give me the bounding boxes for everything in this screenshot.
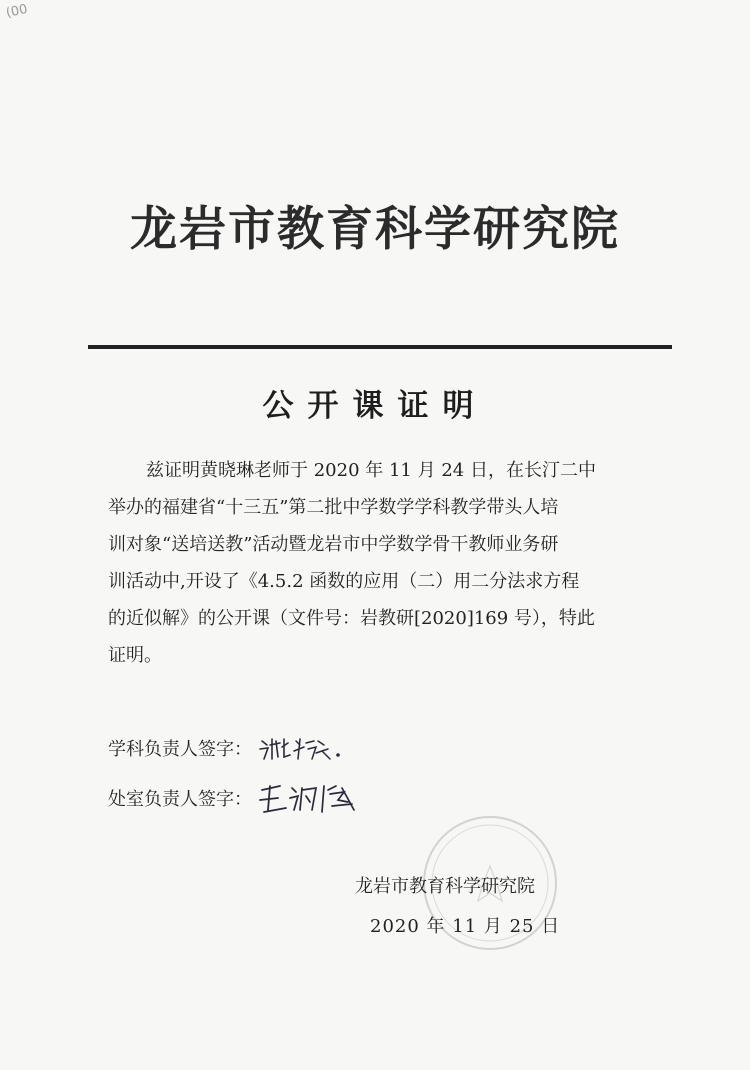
body-line: 的近似解》的公开课（文件号：岩教研[2020]169 号），特此 (108, 608, 595, 629)
organization-header: 龙岩市教育科学研究院 (130, 202, 620, 257)
body-line: 证明。 (108, 645, 162, 666)
document-title: 公开课证明 (262, 388, 488, 424)
subject-signature-row (108, 733, 348, 763)
office-signature-row (108, 780, 368, 816)
subject-signature-label: 学科负责人签字： (108, 739, 252, 760)
issuer-name: 龙岩市教育科学研究院 (355, 876, 535, 897)
body-line: 训活动中,开设了《4.5.2 函数的应用（二）用二分法求方程 (108, 571, 580, 592)
office-signature-label: 处室负责人签字： (108, 789, 252, 810)
certificate-body (108, 452, 666, 674)
body-line: 训对象“送培送教”活动暨龙岩市中学数学骨干教师业务研 (108, 534, 559, 555)
subject-handwritten-signature (258, 733, 348, 763)
office-handwritten-signature (258, 780, 368, 816)
page-mark: (00 (4, 1, 29, 22)
issue-date: 2020 年 11 月 25 日 (370, 916, 561, 937)
body-line: 举办的福建省“十三五”第二批中学数学学科教学带头人培 (108, 497, 559, 518)
body-line: 兹证明黄晓琳老师于 2020 年 11 月 24 日，在长汀二中 (146, 460, 596, 481)
header-rule (88, 345, 672, 349)
